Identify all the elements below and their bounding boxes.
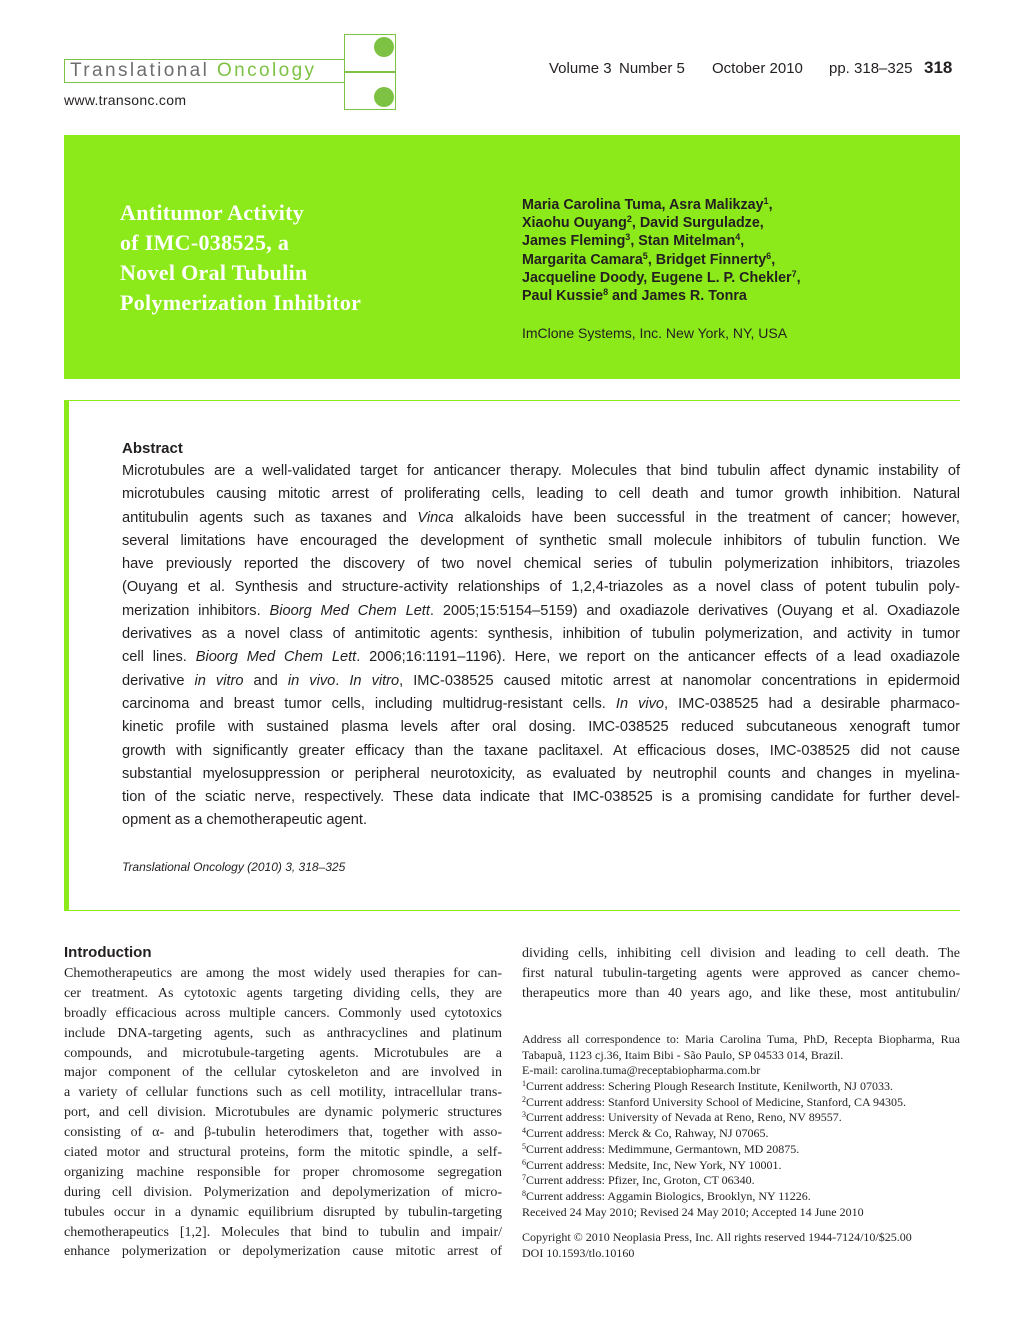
current-address-text: Current address: Merck & Co, Rahway, NJ 07065. [526,1126,769,1141]
text-run: tion of the sciatic nerve, respectively. These data indicate that IMC-038525 is a promising candidate for further devel- [122,789,960,806]
affiliation: ImClone Systems, Inc. New York, NY, USA [522,325,788,341]
body-text-line: organizing machine responsible for proper chromosome segregation [64,1164,502,1180]
text-run: . [335,672,350,689]
introduction-column-2 [522,944,960,1004]
body-text-line: tubules occur in a dynamic equilibrium disrupted by tubulin-targeting [64,1204,502,1220]
copyright-line: Copyright © 2010 Neoplasia Press, Inc. All rights reserved 1944-7124/10/$25.00 [522,1230,912,1244]
body-text-line: cer treatment. As cytotoxic agents targeting dividing cells, they are [64,985,502,1001]
abstract-line [122,809,960,832]
abstract-line [122,740,960,763]
text-run: opment as a chemotherapeutic agent. [122,812,368,829]
abstract-line [122,507,960,530]
text-run: , [771,251,776,268]
body-text-line: during cell division. Polymerization and depolymerization of micro- [64,1184,502,1200]
body-text-line: include DNA-targeting agents, such as anthracyclines and platinum [64,1025,502,1041]
footnote-marker: 1 [522,1079,526,1089]
title-line: of IMC-038525, a [120,230,290,255]
page-range: pp. 318–325 [829,60,913,77]
current-address [522,1126,960,1142]
received-dates: Received 24 May 2010; Revised 24 May 2010; Accepted 14 June 2010 [522,1204,864,1219]
text-run: , IMC-038525 caused mitotic arrest at nanomolar concentrations in epidermoid [399,672,961,689]
text-run: Jacqueline Doody, Eugene L. P. Chekler [522,269,792,286]
author-line [522,214,801,232]
abstract-line [122,623,960,646]
doi-line: DOI 10.1593/tlo.10160 [522,1245,635,1260]
text-run: (Ouyang et al. Synthesis and structure-activity relationships of 1,2,4-triazoles as a novel class of potent tubulin poly- [122,579,960,596]
author-line [522,196,801,214]
correspondence-line: Tabapuã, 1123 cj.36, Itaim Bibi - São Paulo, SP 04533 014, Brazil. [522,1047,844,1062]
body-text-line: enhance polymerization or depolymerization cause mitotic arrest of [64,1244,502,1260]
current-address-text: Current address: Pfizer, Inc, Groton, CT 06340. [526,1173,755,1188]
abstract-line [122,530,960,553]
abstract-line [122,763,960,786]
journal-logo [70,60,316,82]
current-address-text: Current address: Medsite, Inc, New York, NY 10001. [526,1157,782,1172]
abstract-line [122,716,960,739]
text-run: . 2005;15:5154–5159) and oxadiazole derivatives (Ouyang et al. Oxadiazole [429,602,961,619]
superscript: 1 [763,196,769,206]
body-text-line: first natural tubulin-targeting agents were approved as cancer chemo- [522,965,960,981]
text-run: Maria Carolina Tuma, Asra Malikzay [522,197,764,213]
superscript: 5 [642,250,648,261]
body-text-line: therapeutics more than 40 years ago, and like these, most antitubulin/ [522,985,960,1001]
page-number: 318 [924,58,953,77]
article-title [120,198,361,318]
italic-text: Bioorg Med Chem Lett [195,649,357,666]
footnote-marker: 5 [522,1141,526,1151]
current-address-text: Current address: Medimmune, Germantown, MD 20875. [526,1141,800,1156]
italic-text: In vitro [349,672,400,689]
footnote-marker: 4 [522,1126,526,1136]
introduction-heading: Introduction [64,944,152,961]
journal-name-part2: Oncology [216,60,317,81]
text-run: Margarita Camara [522,251,643,268]
body-text-line: dividing cells, inhibiting cell division and leading to cell death. The [522,946,960,961]
current-address [522,1173,960,1189]
current-address-text: Current address: Schering Plough Research Institute, Kenilworth, NJ 07033. [526,1079,893,1094]
abstract-line [122,460,960,483]
text-run: merization inhibitors. [122,602,270,619]
current-address [522,1158,960,1174]
footnote-marker: 8 [522,1188,526,1198]
journal-name-part1: Translational [70,60,210,81]
logo-dot-bottom-icon [374,87,394,107]
text-run: derivative [122,672,195,689]
body-text-line: Chemotherapeutics are among the most widely used therapies for can- [64,966,502,981]
text-run: and [243,672,288,689]
text-run: derivatives as a novel class of antimitotic agents: synthesis, inhibition of tubulin polymerization, and activity in tumor [122,626,960,643]
current-address [522,1189,960,1205]
text-run: antitubulin agents such as taxanes and [122,509,418,526]
abstract-heading: Abstract [122,440,183,457]
text-run: several limitations have encouraged the development of synthetic small molecule inhibitors of tubulin function. We [122,532,960,549]
italic-text: in vitro [194,672,244,689]
text-run: and James R. Tonra [608,288,747,305]
current-address-text: Current address: Aggamin Biologics, Brooklyn, NY 11226. [526,1188,811,1203]
text-run: , [768,197,773,213]
text-run: , [740,233,745,250]
body-text-line: consisting of α- and β-tubulin heterodimers that, together with asso- [64,1125,502,1141]
abstract-line [122,483,960,506]
text-run: substantial myelosuppression or peripheral neurotoxicity, as evaluated by neutrophil counts and changes in myelina- [122,765,960,782]
superscript: 3 [625,232,631,243]
abstract-top-rule [69,400,960,401]
volume: Volume 3 [549,60,612,77]
current-address [522,1110,960,1126]
correspondence-footnote [522,1032,960,1220]
superscript: 7 [791,268,797,279]
current-address [522,1095,960,1111]
superscript: 8 [603,287,609,298]
abstract-citation: Translational Oncology (2010) 3, 318–325 [122,860,346,874]
text-run: , IMC-038525 had a desirable pharmaco- [664,695,960,712]
footnote-marker: 7 [522,1173,526,1183]
abstract-line [122,693,960,716]
current-address [522,1142,960,1158]
author-line [522,269,801,287]
body-text-line: broadly efficacious across multiple cancers. Commonly used cytotoxics [64,1005,502,1021]
text-run: cell lines. [122,649,196,666]
current-address-text: Current address: Stanford University School of Medicine, Stanford, CA 94305. [526,1094,906,1109]
author-line [522,287,801,305]
abstract-line [122,576,960,599]
superscript: 2 [626,214,632,225]
abstract-line [122,786,960,809]
body-text-line: major component of the cellular cytoskeleton and are involved in [64,1065,502,1081]
current-address-text: Current address: University of Nevada at Reno, Reno, NV 89557. [526,1110,842,1125]
text-run: alkaloids have been successful in the treatment of cancer; however, [453,509,960,526]
italic-text: Vinca [417,509,454,526]
footnote-marker: 3 [522,1110,526,1120]
text-run: , Bridget Finnerty [647,251,767,268]
abstract-line [122,600,960,623]
copyright-block [522,1230,960,1261]
body-text-line: a variety of cellular functions such as cell motility, intracellular trans- [64,1085,502,1101]
text-run: growth with significantly greater efficacy than the taxane paclitaxel. At efficacious doses, IMC-038525 did not cause [122,742,960,759]
text-run: , [796,269,801,286]
abstract-line [122,553,960,576]
abstract-text [122,460,960,833]
footnote-marker: 2 [522,1094,526,1104]
body-text-line: port, and cell division. Microtubules are dynamic polymeric structures [64,1105,502,1121]
italic-text: Bioorg Med Chem Lett [269,602,430,619]
text-run: have previously reported the discovery of two novel chemical series of tubulin polymerization inhibitors, triazoles [122,556,960,573]
issue-number: Number 5 [619,60,685,77]
text-run: carcinoma and breast tumor cells, including multidrug-resistant cells. [122,695,616,712]
text-run: Paul Kussie [522,288,604,305]
text-run: kinetic profile with sustained plasma levels after oral dosing. IMC-038525 reduced subcutaneous xenograft tumor [122,719,960,736]
superscript: 4 [735,232,741,243]
abstract-line [122,646,960,669]
journal-website[interactable]: www.transonc.com [64,92,187,108]
abstract-line [122,670,960,693]
body-text-line: compounds, and microtubule-targeting agents. Microtubules are a [64,1045,502,1061]
correspondence-line: E-mail: carolina.tuma@receptabiopharma.com.br [522,1063,761,1078]
text-run: . 2006;16:1191–1196). Here, we report on the anticancer effects of a lead oxadiazole [356,649,961,666]
italic-text: in vivo [287,672,336,689]
text-run: James Fleming [522,233,626,250]
text-run: Xiaohu Ouyang [522,215,627,232]
title-line: Polymerization Inhibitor [120,290,362,315]
author-line [522,232,801,250]
author-list [522,196,801,305]
text-run: , David Surguladze, [631,215,764,232]
title-line: Novel Oral Tubulin [120,260,308,285]
introduction-column-1 [64,964,502,1262]
body-text-line: chemotherapeutics [1,2]. Molecules that bind to tubulin and impair/ [64,1224,502,1240]
text-run: Microtubules are a well-validated target for anticancer therapy. Molecules that bind tubulin affect dynamic instability of [122,463,960,479]
abstract-side-bar [64,400,69,911]
text-run: , Stan Mitelman [630,233,736,250]
correspondence-line: Address all correspondence to: Maria Carolina Tuma, PhD, Recepta Biopharma, Rua [522,1032,960,1046]
author-line [522,251,801,269]
italic-text: In vivo [615,695,665,712]
footnote-marker: 6 [522,1157,526,1167]
issue-date: October 2010 [712,60,803,77]
text-run: microtubules causing mitotic arrest of proliferating cells, leading to cell death and tumor growth inhibition. Natural [122,486,960,503]
title-line: Antitumor Activity [120,200,305,225]
superscript: 6 [766,250,772,261]
body-text-line: ciated motor and structural proteins, form the mitotic spindle, a self- [64,1145,502,1161]
current-address [522,1079,960,1095]
abstract-bottom-rule [69,910,960,911]
logo-dot-top-icon [374,37,394,57]
